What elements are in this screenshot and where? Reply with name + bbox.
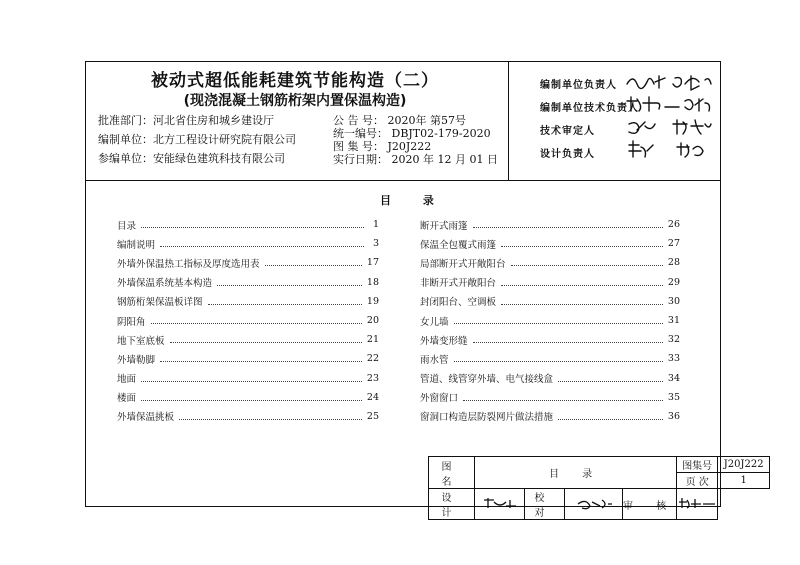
leader-dots — [170, 342, 362, 343]
toc-item-title: 楼面 — [117, 393, 137, 405]
toc-item[interactable] — [420, 234, 680, 253]
toc-item-page: 25 — [366, 410, 379, 422]
signature-reviewer — [625, 116, 715, 138]
toc-item-title: 地下室底板 — [117, 335, 165, 347]
drawing-name: 目 录 — [475, 457, 677, 489]
toc-item[interactable] — [420, 407, 680, 426]
toc-item[interactable] — [420, 215, 680, 234]
toc-item-title: 编制说明 — [117, 239, 156, 251]
announcement-no: 公 告 号： 2020年 第57号 — [333, 114, 466, 127]
header-divider — [508, 61, 509, 181]
unified-no: 统一编号： DBJT02-179-2020 — [333, 127, 491, 140]
toc-item-title: 钢筋桁架保温板详图 — [117, 297, 203, 309]
toc-item-title: 目录 — [117, 220, 137, 232]
leader-dots — [511, 265, 663, 266]
toc-item-title: 断开式雨篷 — [420, 220, 468, 232]
toc-item-page: 26 — [667, 219, 680, 231]
signature-designer — [625, 139, 715, 161]
toc-item[interactable] — [117, 388, 379, 407]
leader-dots — [141, 381, 362, 382]
signature-chief — [625, 70, 715, 92]
atlas-no: 图 集 号： J20J222 — [333, 140, 432, 153]
toc-item-title: 阴阳角 — [117, 316, 146, 328]
title-block — [428, 456, 770, 520]
toc-item-title: 地面 — [117, 374, 137, 386]
leader-dots — [454, 323, 663, 324]
toc-item[interactable] — [117, 407, 379, 426]
toc-item-page: 17 — [366, 257, 379, 269]
leader-dots — [141, 400, 362, 401]
toc-item-page: 1 — [372, 219, 379, 231]
leader-dots — [463, 400, 663, 401]
toc-item-title: 管道、线管穿外墙、电气接线盒 — [420, 374, 554, 386]
toc-item-page: 28 — [667, 257, 680, 269]
design-signature — [475, 489, 525, 520]
leader-dots — [217, 285, 362, 286]
toc-item[interactable] — [117, 330, 379, 349]
toc-item-page: 36 — [667, 410, 680, 422]
sig-label-chief: 编制单位负责人 — [540, 80, 617, 91]
toc-item-page: 22 — [366, 353, 379, 365]
leader-dots — [151, 323, 362, 324]
toc-item-page: 35 — [667, 391, 680, 403]
toc-item[interactable] — [117, 369, 379, 388]
leader-dots — [473, 227, 663, 228]
toc-item-title: 外墙外保温热工指标及厚度选用表 — [117, 258, 260, 270]
toc-item[interactable] — [117, 253, 379, 272]
page-no-label: 页 次 — [677, 473, 718, 489]
toc-item[interactable] — [117, 292, 379, 311]
atlas-no-label: 图集号 — [677, 457, 718, 473]
toc-item-page: 23 — [366, 372, 379, 384]
check-signature — [565, 489, 623, 520]
toc-item-title: 雨水管 — [420, 354, 449, 366]
toc-item-title: 外墙保温挑板 — [117, 412, 175, 424]
leader-dots — [473, 342, 663, 343]
effective-date: 实行日期： 2020 年 12 月 01 日 — [333, 153, 498, 166]
toc-item-title: 外窗窗口 — [420, 393, 459, 405]
toc-item-page: 31 — [667, 315, 680, 327]
toc-item-page: 27 — [667, 238, 680, 250]
toc-item[interactable] — [117, 311, 379, 330]
signature-tech-chief — [625, 93, 715, 115]
leader-dots — [208, 304, 362, 305]
sig-label-reviewer: 技术审定人 — [540, 126, 595, 137]
toc-item[interactable] — [420, 388, 680, 407]
toc-item[interactable] — [420, 311, 680, 330]
toc-item-title: 非断开式开敞阳台 — [420, 278, 497, 290]
toc-right-column — [420, 215, 680, 426]
toc-item-title: 外墙保温系统基本构造 — [117, 278, 213, 290]
toc-item-page: 33 — [667, 353, 680, 365]
toc-item[interactable] — [420, 292, 680, 311]
toc-item-page: 20 — [366, 315, 379, 327]
leader-dots — [265, 265, 362, 266]
header-bottom-rule — [85, 180, 721, 181]
leader-dots — [179, 419, 362, 420]
toc-heading: 目 录 — [380, 194, 448, 207]
toc-item[interactable] — [420, 330, 680, 349]
leader-dots — [160, 246, 364, 247]
leader-dots — [558, 419, 663, 420]
leader-dots — [141, 227, 364, 228]
signature-review — [677, 496, 717, 510]
toc-item[interactable] — [117, 349, 379, 368]
toc-item-title: 女儿墙 — [420, 316, 449, 328]
toc-item-page: 21 — [366, 334, 379, 346]
sig-label-tech-chief: 编制单位技术负责人 — [540, 103, 639, 114]
toc-item-page: 29 — [667, 276, 680, 288]
toc-item-title: 保温全包覆式雨篷 — [420, 239, 497, 251]
atlas-no-value: J20J222 — [718, 457, 770, 473]
signature-check — [574, 496, 614, 510]
participate-unit: 参编单位：安能绿色建筑科技有限公司 — [98, 152, 285, 165]
toc-item-page: 3 — [372, 238, 379, 250]
leader-dots — [454, 361, 663, 362]
toc-item[interactable] — [420, 369, 680, 388]
toc-item[interactable] — [117, 215, 379, 234]
approval-dept: 批准部门：河北省住房和城乡建设厅 — [98, 114, 274, 127]
toc-item-title: 局部断开式开敞阳台 — [420, 258, 506, 270]
toc-item[interactable] — [117, 234, 379, 253]
atlas-title: 被动式超低能耗建筑节能构造（二） — [151, 71, 439, 91]
leader-dots — [501, 246, 663, 247]
leader-dots — [558, 381, 663, 382]
toc-item-title: 封闭阳台、空调板 — [420, 297, 497, 309]
compile-unit: 编制单位：北方工程设计研究院有限公司 — [98, 133, 296, 146]
toc-item-page: 18 — [366, 276, 379, 288]
sig-label-designer: 设计负责人 — [540, 149, 595, 160]
toc-item-title: 外墙变形缝 — [420, 335, 468, 347]
toc-item[interactable] — [420, 349, 680, 368]
design-label: 设 计 — [429, 489, 475, 520]
leader-dots — [501, 304, 663, 305]
toc-item-title: 窗洞口构造层防裂网片做法措施 — [420, 412, 554, 424]
atlas-subtitle: (现浇混凝土钢筋桁架内置保温构造) — [183, 93, 407, 109]
toc-item-title: 外墙勒脚 — [117, 354, 156, 366]
leader-dots — [501, 285, 663, 286]
toc-item-page: 19 — [366, 295, 379, 307]
review-signature — [677, 489, 718, 520]
toc-item-page: 34 — [667, 372, 680, 384]
toc-item[interactable] — [420, 253, 680, 272]
signature-design — [480, 496, 520, 510]
leader-dots — [160, 361, 362, 362]
toc-item[interactable] — [420, 273, 680, 292]
toc-item[interactable] — [117, 273, 379, 292]
toc-left-column — [117, 215, 379, 426]
review-label: 审 核 — [623, 489, 677, 520]
toc-item-page: 32 — [667, 334, 680, 346]
drawing-name-label: 图 名 — [429, 457, 475, 489]
toc-item-page: 24 — [366, 391, 379, 403]
toc-item-page: 30 — [667, 295, 680, 307]
check-label: 校 对 — [525, 489, 565, 520]
page-no-value: 1 — [718, 473, 770, 489]
